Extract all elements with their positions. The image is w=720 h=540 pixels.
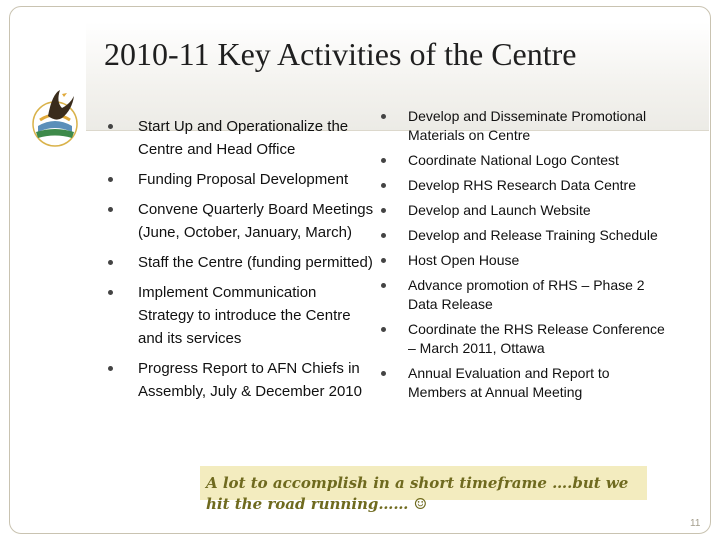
list-item-text: Annual Evaluation and Report to Members at Annual Meeting — [408, 365, 610, 400]
list-item — [395, 107, 665, 145]
bullet-icon — [381, 283, 386, 288]
list-item — [395, 320, 665, 358]
list-item — [395, 201, 665, 220]
list-item-text: Develop and Launch Website — [408, 202, 591, 218]
list-item — [124, 115, 374, 161]
bullet-icon — [108, 290, 113, 295]
bullet-icon — [108, 207, 113, 212]
list-item-text: Funding Proposal Development — [138, 171, 349, 188]
smiley-icon: ☺ — [413, 495, 428, 513]
left-activity-list — [124, 115, 374, 410]
bullet-icon — [381, 114, 386, 119]
list-item — [124, 168, 374, 191]
bullet-icon — [108, 366, 113, 371]
eagle-logo-icon — [26, 86, 84, 154]
list-item — [395, 276, 665, 314]
bullet-icon — [381, 183, 386, 188]
list-item — [124, 357, 374, 403]
bullet-icon — [381, 158, 386, 163]
right-activity-list — [395, 107, 665, 408]
bullet-icon — [381, 233, 386, 238]
bullet-icon — [381, 258, 386, 263]
list-item-text: Coordinate National Logo Contest — [408, 152, 619, 168]
list-item-text: Coordinate the RHS Release Conference – March 2011, Ottawa — [408, 321, 665, 356]
page-number: 11 — [690, 518, 701, 529]
bullet-icon — [381, 208, 386, 213]
list-item — [124, 281, 374, 350]
list-item-text: Develop and Disseminate Promotional Materials on Centre — [408, 108, 647, 143]
list-item — [395, 176, 665, 195]
list-item-text: Develop and Release Training Schedule — [408, 227, 658, 243]
list-item-text: Develop RHS Research Data Centre — [408, 177, 636, 193]
list-item-text: Start Up and Operationalize the Centre and Head Office — [138, 118, 349, 158]
slide-title: 2010-11 Key Activities of the Centre — [104, 36, 577, 72]
list-item — [395, 364, 665, 402]
bullet-icon — [108, 260, 113, 265]
callout-box — [200, 466, 647, 513]
list-item-text: Progress Report to AFN Chiefs in Assembly, July & December 2010 — [138, 360, 362, 400]
list-item — [124, 251, 374, 274]
list-item — [395, 226, 665, 245]
list-item-text: Staff the Centre (funding permitted) — [138, 254, 373, 271]
bullet-icon — [108, 177, 113, 182]
list-item-text: Host Open House — [408, 252, 520, 268]
list-item-text: Advance promotion of RHS – Phase 2 Data Release — [408, 277, 645, 312]
bullet-icon — [381, 371, 386, 376]
list-item-text: Implement Communication Strategy to introduce the Centre and its services — [138, 284, 351, 347]
callout-text: A lot to accomplish in a short timeframe ….but we hit the road running…… — [206, 474, 629, 513]
list-item — [395, 151, 665, 170]
bullet-icon — [381, 327, 386, 332]
list-item — [395, 251, 665, 270]
list-item-text: Convene Quarterly Board Meetings (June, October, January, March) — [138, 201, 374, 241]
bullet-icon — [108, 124, 113, 129]
list-item — [124, 198, 374, 244]
